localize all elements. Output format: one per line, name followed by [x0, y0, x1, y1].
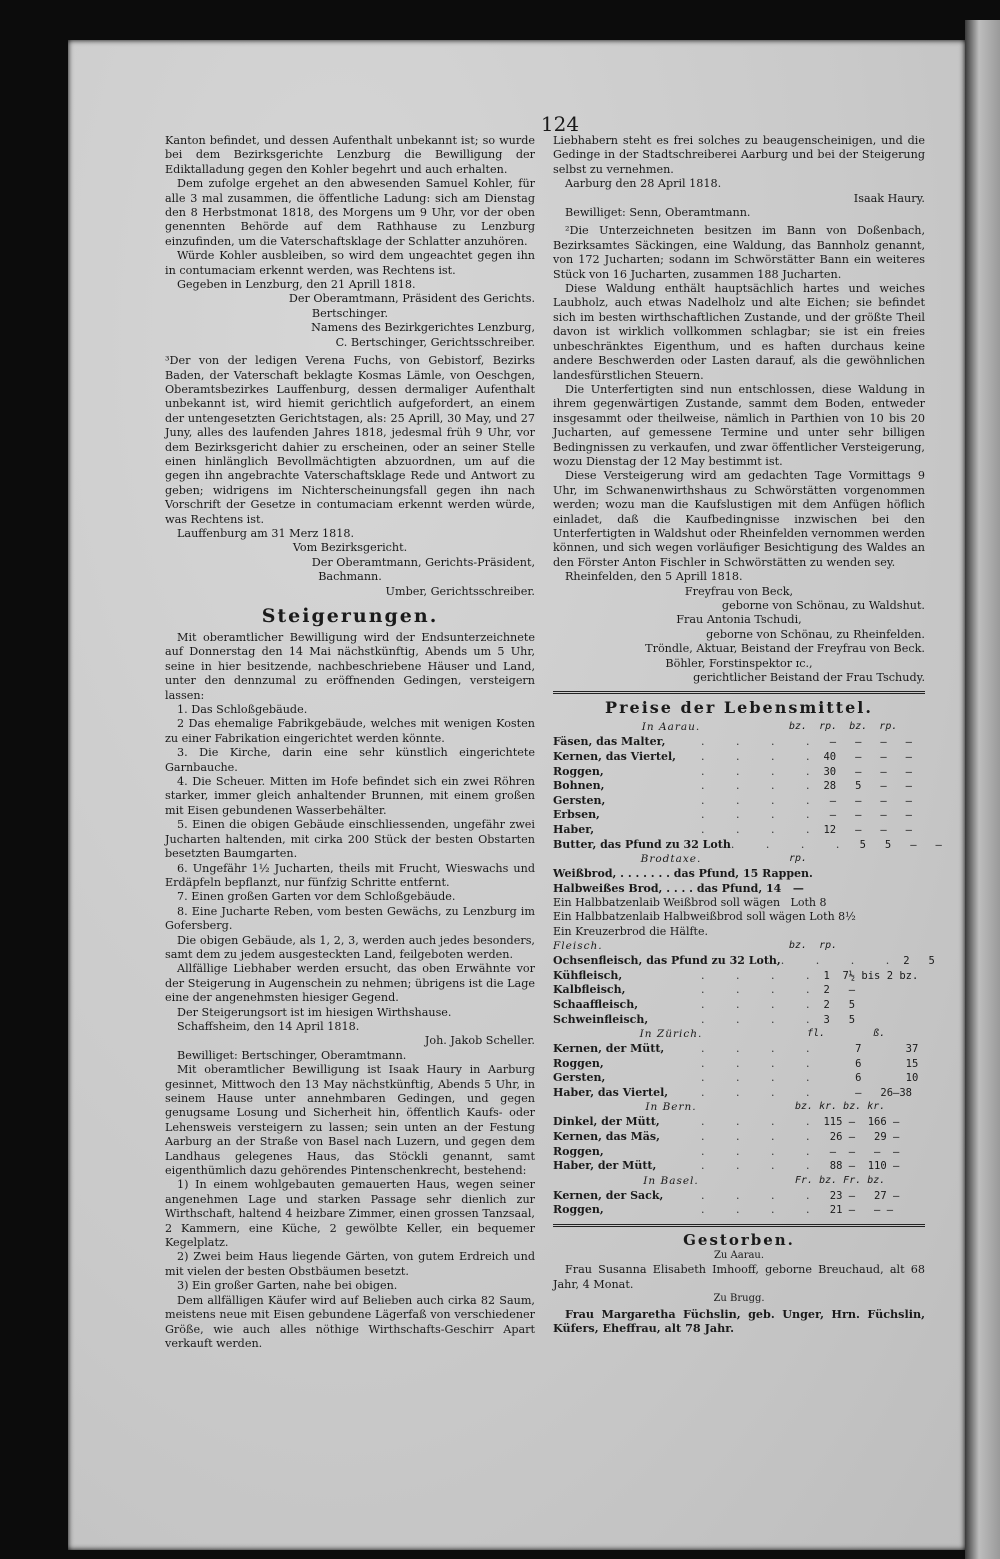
price-subheading	[553, 939, 925, 954]
price-value: 2 5	[823, 998, 856, 1011]
paragraph: Würde Kohler ausbleiben, so wird dem ungeachtet gegen ihn in contumaciam erkennt werden, was Rechtens ist.	[165, 249, 535, 277]
paragraph: Allfällige Liebhaber werden ersucht, das oben Erwähnte vor der Steigerung in Augenschein zu nehmen; übrigens ist die Lage eine der angenehmsten hiesiger Gegend.	[165, 962, 535, 1005]
leader-dots: . . . .	[701, 1130, 824, 1144]
brod-row: Ein Kreuzerbrod die Hälfte.	[553, 924, 708, 938]
price-value: 3 5	[823, 1013, 856, 1026]
commodity-label: Roggen,	[553, 764, 604, 778]
basel-price-table	[553, 1189, 925, 1218]
paragraph: Mit oberamtlicher Bewilligung ist Isaak Haury in Aarburg gesinnet, Mittwoch den 13 May nächstkünftig, Abends 5 Uhr, in seinem Hause unter annehmbaren Gedingen, und gegen genugsame Losung und Sicherheit hin, öffentlich Kaufs- oder Lehensweis versteigern zu lassen; sein unten an der Festung Aarburg an der Straße von Basel nach Luzern, und gegen dem Landhaus gelegenes Haus, das Stöckli genannt, samt eigenthümlich dazu gehörendes Pintenschenkrecht, bestehend:	[165, 1063, 535, 1178]
list-item: 5. Einen die obigen Gebäude einschliessenden, ungefähr zwei Jucharten haltenden, mit cirka 200 Stück der besten Obstarten besetzten Baumgarten.	[165, 818, 535, 861]
place-label: Zu Brugg.	[713, 1293, 765, 1305]
price-row	[553, 808, 925, 823]
price-row	[553, 823, 925, 838]
list-item: 7. Einen großen Garten vor dem Schloßgebäude.	[177, 890, 456, 904]
leader-dots: . . . .	[701, 808, 824, 822]
signature: Böhler, Forstinspektor ɪc.,	[665, 656, 813, 670]
leader-dots: . . . .	[701, 1144, 824, 1158]
price-row	[553, 998, 925, 1013]
unit-header: fl. ß.	[789, 1028, 886, 1040]
aarau-price-table	[553, 735, 942, 852]
price-row	[553, 1189, 925, 1204]
commodity-label: Ochsenfleisch, das Pfund zu 32 Loth,	[553, 954, 781, 968]
leader-dots: . . . .	[701, 997, 824, 1011]
commodity-label: Roggen,	[553, 1056, 604, 1070]
prices-heading: Preise der Lebensmittel.	[605, 698, 873, 718]
leader-dots: . . . .	[701, 823, 824, 836]
signature: geborne von Schönau, zu Rheinfelden.	[706, 627, 925, 641]
price-row	[553, 765, 925, 780]
commodity-label: Kühfleisch,	[553, 968, 623, 982]
signature: Freyfrau von Beck,	[684, 584, 794, 598]
death-notice: Frau Margaretha Füchslin, geb. Unger, Hrn. Füchslin, Küfers, Eheffrau, alt 78 Jahr.	[553, 1306, 925, 1336]
leader-dots: . . . .	[701, 983, 824, 997]
commodity-label: Roggen,	[553, 1144, 604, 1158]
section-divider	[553, 691, 925, 694]
leader-dots: . . . .	[730, 837, 854, 851]
commodity-label: Erbsen,	[553, 808, 600, 822]
price-row	[553, 983, 925, 998]
unit-header: Fr. bz. Fr. bz.	[789, 1174, 886, 1186]
leader-dots: . . . .	[701, 1188, 824, 1202]
price-value: 12 — — —	[823, 824, 912, 836]
price-row	[553, 837, 942, 853]
dateline: Schaffsheim, den 14 April 1818.	[177, 1019, 360, 1033]
location-label: In Bern.	[645, 1101, 697, 1114]
price-value: 21 — — —	[823, 1204, 894, 1217]
signature: Der Oberamtmann, Gerichts-Präsident,	[311, 555, 535, 569]
brod-row: Weißbrod, . . . . . . . das Pfund, 15 Rappen.	[553, 867, 813, 881]
price-value: 5 5 — —	[853, 838, 942, 851]
price-row	[553, 794, 925, 809]
price-subheading	[553, 1027, 925, 1042]
list-item: 2 Das ehemalige Fabrikgebäude, welches mit wenigen Kosten zu einer Fabrikation eingerichtet werden könnte.	[165, 717, 535, 745]
price-value: 28 5 — —	[823, 780, 912, 793]
brod-row: Halbweißes Brod, . . . . das Pfund, 14 —	[553, 881, 804, 895]
price-value: — — — —	[823, 1145, 900, 1158]
signature: Joh. Jakob Scheller.	[424, 1034, 535, 1048]
leader-dots: . . . .	[701, 1159, 824, 1173]
paragraph: 1) In einem wohlgebauten gemauerten Haus, wegen seiner angenehmen Lage und starken Passage sehr dienlich zur Wirthschaft, haltend 4 heizbare Zimmer, einen grossen Tanzsaal, 2 Kammern, eine Küche, 2 gewölbte Keller, ein bequemer Kegelplatz.	[165, 1178, 535, 1250]
price-value: 6 10	[823, 1072, 919, 1085]
unit-header: rp.	[789, 853, 808, 865]
signature: Bachmann.	[318, 570, 382, 584]
paragraph: Der Steigerungsort ist im hiesigen Wirthshause.	[177, 1005, 452, 1019]
commodity-label: Bohnen,	[553, 779, 605, 793]
price-value: 1 7½ bis 2 bz.	[823, 969, 919, 982]
leader-dots: . . . .	[701, 735, 824, 749]
signature: Tröndle, Aktuar, Beistand der Freyfrau von Beck.	[645, 642, 925, 656]
paragraph: 3) Ein großer Garten, nahe bei obigen.	[177, 1279, 398, 1293]
list-item: 1. Das Schloßgebäude.	[177, 703, 308, 717]
brod-row: Ein Halbbatzenlaib Weißbrod soll wägen Loth 8	[553, 895, 827, 909]
price-value: 2 5	[903, 955, 935, 968]
left-column	[165, 134, 535, 1351]
signature: Umber, Gerichtsschreiber.	[385, 584, 535, 598]
price-value: 2 —	[823, 984, 856, 997]
leader-dots: . . . .	[701, 968, 824, 982]
unit-header: bz. rp.	[789, 940, 838, 952]
location-label: In Aarau.	[641, 721, 701, 734]
location-label: In Zürich.	[639, 1028, 703, 1041]
unit-header: bz. kr. bz. kr.	[789, 1101, 886, 1113]
leader-dots: . . . .	[701, 750, 824, 764]
commodity-label: Kernen, das Mäs,	[553, 1130, 660, 1144]
leader-dots: . . . .	[701, 779, 824, 793]
dateline: Lauffenburg am 31 Merz 1818.	[177, 526, 355, 540]
price-value: 30 — — —	[823, 765, 912, 778]
price-value: — — — —	[823, 736, 912, 749]
leader-dots: . . . .	[701, 1012, 824, 1026]
section-heading: Steigerungen.	[261, 605, 439, 627]
commodity-label: Haber,	[553, 823, 595, 836]
leader-dots: . . . .	[701, 793, 824, 807]
signature: Namens des Bezirkgerichtes Lenzburg,	[311, 321, 535, 335]
paragraph: Diese Versteigerung wird am gedachten Tage Vormittags 9 Uhr, im Schwanenwirthshaus zu Schwörstätten vorgenommen werden; wozu man die Kaufslustigen mit dem Anfügen höflich einladet, daß die Kaufbedingnisse inzwischen bei den Unterfertigten in Waldshut oder Rheinfelden vernommen werden können, und sich wegen vorläufiger Besichtigung des Waldes an den Förster Anton Fischler in Schwörstätten zu wenden sey.	[553, 469, 925, 569]
signature: Vom Bezirksgericht.	[292, 541, 408, 555]
commodity-label: Roggen,	[553, 1203, 604, 1217]
dateline: Aarburg den 28 April 1818.	[565, 177, 722, 191]
commodity-label: Gersten,	[553, 793, 606, 807]
signature: Der Oberamtmann, Präsident des Gerichts.	[288, 292, 535, 306]
signature: Isaak Haury.	[853, 191, 925, 205]
commodity-label: Haber, das Viertel,	[553, 1085, 669, 1099]
price-value: 115 — 166 —	[823, 1116, 900, 1129]
price-row	[553, 1145, 925, 1160]
leader-dots: . . . .	[701, 1042, 824, 1056]
price-value: 88 — 110 —	[823, 1160, 900, 1173]
price-subheading	[553, 1100, 925, 1115]
commodity-label: Gersten,	[553, 1071, 606, 1085]
signature: Frau Antonia Tschudi,	[676, 613, 802, 627]
price-row	[553, 1057, 925, 1072]
fleisch-label: Fleisch.	[553, 940, 603, 953]
price-value: 40 — — —	[823, 751, 912, 764]
price-row	[553, 969, 925, 984]
paragraph: Kanton befindet, und dessen Aufenthalt unbekannt ist; so wurde bei dem Bezirksgerichte Lenzburg die Bewilligung der Ediktalladung gegen den Kohler begehrt und auch erhalten.	[165, 134, 535, 176]
leader-dots: . . . .	[701, 1071, 824, 1085]
location-label: In Basel.	[643, 1174, 699, 1187]
paragraph: Mit oberamtlicher Bewilligung wird der Endsunterzeichnete auf Donnerstag den 14 Mai nächstkünftig, Abends um 5 Uhr, seine in hier besitzende, nachbeschriebene Häuser und Land, unter den dennzumal zu eröffnenden Gedingen, versteigern lassen:	[165, 631, 535, 702]
signature: C. Bertschinger, Gerichtsschreiber.	[335, 335, 535, 349]
price-value: 26 — 29 —	[823, 1131, 900, 1144]
price-row	[553, 1086, 925, 1101]
dateline: Gegeben in Lenzburg, den 21 Aprill 1818.	[177, 278, 416, 292]
signature: geborne von Schönau, zu Waldshut.	[721, 599, 925, 612]
signature: Bertschinger.	[311, 306, 389, 320]
right-column	[553, 134, 942, 1336]
section-divider	[553, 1224, 925, 1227]
commodity-label: Kernen, der Mütt,	[553, 1042, 665, 1056]
page-number: 124	[540, 112, 580, 136]
paragraph: Liebhabern steht es frei solches zu beaugenscheinigen, und die Gedinge in der Stadtschreiberei Aarburg und bei der Steigerung selbst zu vernehmen.	[553, 134, 925, 176]
paragraph: Bewilliget: Bertschinger, Oberamtmann.	[177, 1048, 407, 1062]
commodity-label: Fäsen, das Malter,	[553, 735, 666, 749]
price-row	[553, 1159, 925, 1174]
commodity-label: Haber, der Mütt,	[553, 1159, 657, 1173]
leader-dots: . . . .	[701, 1203, 824, 1217]
brod-row: Ein Halbbatzenlaib Halbweißbrod soll wägen Loth 8½	[553, 910, 856, 924]
paragraph: ³Der von der ledigen Verena Fuchs, von Gebistorf, Bezirks Baden, der Vaterschaft beklagte Kosmas Lämle, von Oeschgen, Oberamtsbezirkes Lauffenburg, dessen dermaliger Aufenthalt unbekannt ist, wird hiemit gerichtlich aufgefordert, an einem der untengesetzten Gerichtstagen, als: 25 Aprill, 30 May, und 27 Juny, alles des laufenden Jahres 1818, jedesmal früh 9 Uhr, vor dem Bezirksgericht dahier zu erscheinen, oder an seiner Stelle einen hinlänglich Bevollmächtigten abzuordnen, um auf die gegen ihn angebrachte Vaterschaftsklage Rede und Antwort zu geben; widrigens im Nichterscheinungsfall gegen ihn nach Vorschrift der Gesetze in contumaciam erkennt werden würde, was Rechtens ist.	[165, 354, 535, 526]
deaths-heading: Gestorben.	[683, 1231, 795, 1250]
price-row	[553, 735, 925, 750]
price-row	[553, 1115, 925, 1130]
price-value: 23 — 27 —	[823, 1189, 900, 1202]
commodity-label: Schweinfleisch,	[553, 1012, 649, 1026]
dateline: Rheinfelden, den 5 Aprill 1818.	[565, 570, 743, 584]
commodity-label: Kalbfleisch,	[553, 983, 626, 997]
commodity-label: Schaaffleisch,	[553, 997, 639, 1011]
place-label: Zu Aarau.	[713, 1250, 765, 1262]
paragraph: Diese Waldung enthält hauptsächlich hartes und weiches Laubholz, auch etwas Nadelholz und alte Eichen; sie befindet sich im besten wirthschaftlichen Zustande, und der größte Theil davon ist wirklich vollkommen schlagbar; sie ist ein freies unbeschränktes Eigenthum, und es haften durchaus keine andere Beschwerden oder Lasten darauf, als die gewöhnlichen landesfürstlichen Steuern.	[553, 282, 925, 382]
price-value: — — — —	[823, 794, 912, 807]
price-row	[553, 1042, 925, 1057]
bern-price-table	[553, 1115, 925, 1173]
next-page-edge	[965, 20, 1000, 1559]
price-row	[553, 1013, 925, 1028]
paragraph: ²Die Unterzeichneten besitzen im Bann von Doßenbach, Bezirksamtes Säckingen, eine Waldung, das Bannholz genannt, von 172 Jucharten; sodann im Schwörstätter Bann ein weiteres Stück von 16 Jucharten, zusammen 188 Jucharten.	[553, 224, 925, 281]
price-value: 7 37	[823, 1043, 919, 1056]
leader-dots: . . . .	[701, 1085, 824, 1099]
death-notice: Frau Susanna Elisabeth Imhooff, geborne Breuchaud, alt 68 Jahr, 4 Monat.	[553, 1263, 925, 1291]
commodity-label: Kernen, das Viertel,	[553, 750, 677, 764]
brodtaxe-label: Brodtaxe.	[640, 853, 702, 866]
zurich-price-table	[553, 1042, 925, 1100]
leader-dots: . . . .	[701, 1056, 824, 1070]
paragraph: Dem allfälligen Käufer wird auf Belieben auch cirka 82 Saum, meistens neue mit Eisen gebundene Lägerfaß von verschiedener Größe, wie auch alles nöthige Wirthschafts-Geschirr Apart verkauft werden.	[165, 1293, 535, 1350]
price-row	[553, 779, 925, 794]
paragraph: Dem zufolge ergehet an den abwesenden Samuel Kohler, für alle 3 mal zusammen, die öffentliche Ladung: sich am Dienstag den 8 Herbstmonat 1818, des Morgens um 9 Uhr, vor der oben genennten Behörde auf dem Rathhause zu Lenzburg einzufinden, um die Vaterschaftsklage der Schlatter anzuhören.	[165, 177, 535, 248]
price-row	[553, 750, 925, 765]
leader-dots: . . . .	[701, 764, 824, 778]
paragraph: Die Unterfertigten sind nun entschlossen, diese Waldung in ihrem gegenwärtigen Zustande, sammt dem Boden, entweder insgesammt oder theilweise, nämlich in Parthien von 10 bis 20 Jucharten, auf gemessene Termine und unter sehr billigen Bedingnissen zu verkaufen, und zwar öffentlicher Versteigerung, wozu Dienstag der 12 May bestimmt ist.	[553, 382, 925, 468]
paragraph: 2) Zwei beim Haus liegende Gärten, von gutem Erdreich und mit vielen der besten Obstbäumen besetzt.	[165, 1250, 535, 1278]
list-item: 3. Die Kirche, darin eine sehr künstlich eingerichtete Garnbauche.	[165, 746, 535, 774]
price-row	[553, 954, 935, 969]
leader-dots: . . . .	[701, 1115, 824, 1129]
price-subheading	[553, 720, 925, 735]
price-row	[553, 1203, 925, 1218]
commodity-label: Kernen, der Sack,	[553, 1188, 664, 1202]
price-value: — 26—38	[823, 1086, 912, 1099]
unit-header: bz. rp. bz. rp.	[789, 721, 898, 733]
leader-dots: . . . .	[780, 954, 904, 968]
commodity-label: Dinkel, der Mütt,	[553, 1115, 660, 1129]
price-row	[553, 1071, 925, 1086]
list-item: 6. Ungefähr 1½ Jucharten, theils mit Frucht, Wieswachs und Erdäpfeln bepflanzt, nur fünfzig Schritte entfernt.	[165, 861, 535, 889]
price-value: 6 15	[823, 1057, 919, 1070]
price-subheading	[553, 1174, 925, 1189]
price-row	[553, 1130, 925, 1145]
paragraph: Die obigen Gebäude, als 1, 2, 3, werden auch jedes besonders, samt dem zu jedem ausgesteckten Land, feilgeboten werden.	[165, 933, 535, 961]
paragraph: Bewilliget: Senn, Oberamtmann.	[565, 206, 751, 220]
price-value: — — — —	[823, 809, 912, 822]
commodity-label: Butter, das Pfund zu 32 Loth	[553, 837, 731, 851]
signature: gerichtlicher Beistand der Frau Tschudy.	[693, 671, 925, 685]
meat-price-table	[553, 954, 935, 1027]
price-subheading	[553, 852, 925, 867]
list-item: 4. Die Scheuer. Mitten im Hofe befindet sich ein zwei Röhren starker, immer gleich anhaltender Brunnen, mit einem großen mit Eisen gebundenen Wasserbehälter.	[165, 775, 535, 817]
list-item: 8. Eine Jucharte Reben, vom besten Gewächs, zu Lenzburg im Gofersberg.	[165, 904, 535, 933]
